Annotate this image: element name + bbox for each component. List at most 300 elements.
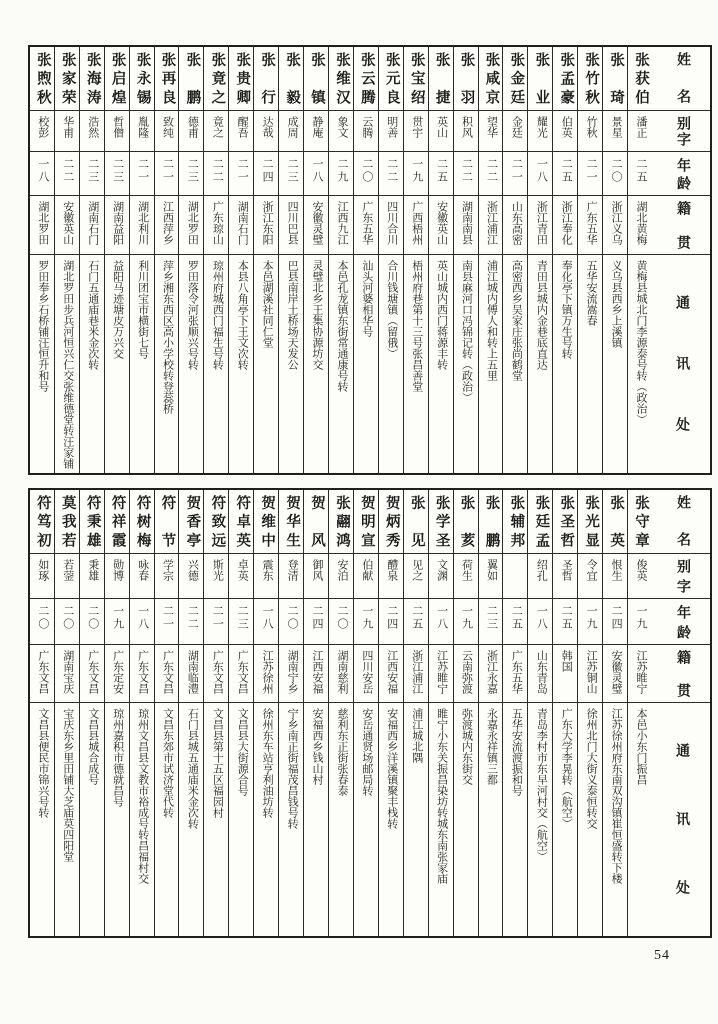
origin-cell: 湖北罗田 xyxy=(179,196,203,255)
directory-table-bottom xyxy=(28,488,712,938)
age-cell: 二三 xyxy=(80,152,104,196)
zi-cell: 兴德 xyxy=(179,554,203,599)
name-cell: 张鹏 xyxy=(479,490,503,554)
zi-cell: 华甫 xyxy=(55,111,79,152)
name-cell: 符秉雄 xyxy=(80,490,104,554)
zi-cell: 胤隆 xyxy=(130,111,154,152)
origin-cell: 湖南慈利 xyxy=(329,645,353,703)
person-column xyxy=(79,490,104,936)
person-column xyxy=(203,490,228,936)
origin-cell: 湖北罗田 xyxy=(30,196,54,255)
person-column xyxy=(478,490,503,936)
person-column xyxy=(627,47,652,473)
person-column xyxy=(577,47,602,473)
person-column xyxy=(303,47,328,473)
age-cell: 二二 xyxy=(379,152,403,196)
age-cell: 二五 xyxy=(553,599,577,645)
origin-cell: 四川合川 xyxy=(379,196,403,255)
addr-cell: 黄梅县城北门李源泰号转（政治） xyxy=(635,260,647,425)
age-cell: 二〇 xyxy=(279,599,303,645)
zi-cell: 积风 xyxy=(454,111,478,152)
origin-cell: 江西安福 xyxy=(304,645,328,703)
name-cell: 张再良 xyxy=(155,47,179,111)
zi-cell: 绍孔 xyxy=(528,554,552,599)
person-column xyxy=(328,490,353,936)
name-cell: 张行 xyxy=(254,47,278,111)
person-column xyxy=(203,47,228,473)
addr-cell: 湖北罗田步兵河恒兴仁交张维德堂转汪家铺 xyxy=(61,260,74,469)
name-cell: 贺炳秀 xyxy=(379,490,403,554)
zi-cell: 学宗 xyxy=(155,554,179,599)
addr-cell: 石门五通庙巷米金次转 xyxy=(86,260,99,370)
zi-cell: 圣哲 xyxy=(553,554,577,599)
addr-cell: 青岛李村市东早河村交（航空） xyxy=(535,708,548,862)
addr-cell: 安福西乡钱山村 xyxy=(311,708,324,785)
origin-cell: 江苏睢宁 xyxy=(628,645,652,703)
addr-cell: 慈利东正街张春泰 xyxy=(335,708,348,796)
name-cell: 张毅 xyxy=(279,47,303,111)
name-cell: 张荄 xyxy=(454,490,478,554)
zi-cell: 醴泉 xyxy=(379,554,403,599)
person-column xyxy=(303,490,328,936)
header-zi-label: 别字 xyxy=(652,554,710,599)
age-cell: 一八 xyxy=(254,599,278,645)
header-zi-label: 别字 xyxy=(652,111,710,152)
origin-cell: 云南弥渡 xyxy=(454,645,478,703)
origin-cell: 山东青岛 xyxy=(528,645,552,703)
zi-cell: 若蓥 xyxy=(55,554,79,599)
origin-cell: 湖南宝庆 xyxy=(55,645,79,703)
person-column xyxy=(129,490,154,936)
person-column xyxy=(30,47,54,473)
age-cell: 二三 xyxy=(179,152,203,196)
zi-cell: 耀光 xyxy=(528,111,552,152)
zi-cell: 震东 xyxy=(254,554,278,599)
age-cell: 一九 xyxy=(578,599,602,645)
age-cell: 二一 xyxy=(503,152,527,196)
addr-cell: 合川钱塘镇（留俄） xyxy=(385,260,398,359)
person-column xyxy=(178,47,203,473)
age-cell: 二三 xyxy=(479,599,503,645)
zi-cell: 致纯 xyxy=(155,111,179,152)
age-cell: 二五 xyxy=(553,152,577,196)
addr-cell: 青田县城内金巷底直达 xyxy=(535,260,548,370)
person-column xyxy=(353,490,378,936)
addr-cell: 巴县南岸土桥场天发公 xyxy=(286,260,299,370)
addr-cell: 义乌县西乡上溪镇 xyxy=(610,260,623,348)
zi-cell: 明善 xyxy=(379,111,403,152)
addr-cell: 五华安流渡振和号 xyxy=(510,708,523,796)
addr-cell: 徐州北门大街义泰恒转交 xyxy=(585,708,598,829)
name-cell: 张煦秋 xyxy=(30,47,54,111)
age-cell: 二四 xyxy=(603,599,627,645)
addr-cell: 琼州府城西门福生号转 xyxy=(211,260,224,370)
person-column xyxy=(602,47,627,473)
zi-cell: 校彭 xyxy=(30,111,54,152)
name-cell: 张辅邦 xyxy=(503,490,527,554)
age-cell: 二一 xyxy=(130,152,154,196)
addr-cell: 江苏徐州府东南双沟镇崔恒盛转下楼 xyxy=(610,708,623,884)
origin-cell: 安徽英山 xyxy=(55,196,79,255)
origin-cell: 湖北利川 xyxy=(130,196,154,255)
age-cell: 二三 xyxy=(105,152,129,196)
person-column xyxy=(527,47,552,473)
person-column xyxy=(378,490,403,936)
addr-cell: 文昌县大街源合号 xyxy=(236,708,249,796)
person-column xyxy=(577,490,602,936)
origin-cell: 广东文昌 xyxy=(229,645,253,703)
addr-cell: 文昌县城合成号 xyxy=(86,708,99,785)
name-cell: 张金廷 xyxy=(503,47,527,111)
origin-cell: 广东定安 xyxy=(105,645,129,703)
age-cell: 二五 xyxy=(628,152,652,196)
age-cell: 二三 xyxy=(229,599,253,645)
zi-cell: 如琢 xyxy=(30,554,54,599)
name-cell: 张鹏 xyxy=(179,47,203,111)
header-column xyxy=(652,47,710,473)
age-cell: 二四 xyxy=(304,599,328,645)
origin-cell: 湖南临澧 xyxy=(179,645,203,703)
origin-cell: 广东文昌 xyxy=(30,645,54,703)
age-cell: 二二 xyxy=(55,152,79,196)
person-column xyxy=(378,47,403,473)
age-cell: 二〇 xyxy=(329,599,353,645)
name-cell: 张捷 xyxy=(429,47,453,111)
header-address-label: 通讯处 xyxy=(674,295,689,433)
name-cell: 张家荣 xyxy=(55,47,79,111)
name-cell: 贺华生 xyxy=(279,490,303,554)
age-cell: 一八 xyxy=(528,599,552,645)
person-column xyxy=(453,47,478,473)
age-cell: 二四 xyxy=(254,152,278,196)
age-cell: 二〇 xyxy=(603,152,627,196)
addr-cell: 安岳通贤场邮局转 xyxy=(360,708,373,796)
name-cell: 符祥霞 xyxy=(105,490,129,554)
age-cell: 二〇 xyxy=(55,599,79,645)
name-cell: 贺维中 xyxy=(254,490,278,554)
person-column xyxy=(602,490,627,936)
age-cell: 二〇 xyxy=(80,599,104,645)
header-origin-label: 籍贯 xyxy=(652,645,710,703)
zi-cell xyxy=(503,554,527,599)
age-cell: 二九 xyxy=(329,152,353,196)
addr-cell: 灵璧北乡王集协源坊交 xyxy=(311,260,324,370)
zi-cell: 斯光 xyxy=(204,554,228,599)
origin-cell: 浙江青田 xyxy=(528,196,552,255)
age-cell: 二二 xyxy=(454,152,478,196)
name-cell: 张竹秋 xyxy=(578,47,602,111)
origin-cell: 湖南石门 xyxy=(229,196,253,255)
name-cell: 张光显 xyxy=(578,490,602,554)
person-column xyxy=(403,490,428,936)
zi-cell: 安泊 xyxy=(329,554,353,599)
zi-cell: 金廷 xyxy=(503,111,527,152)
age-cell: 二五 xyxy=(429,152,453,196)
name-cell: 贺明宣 xyxy=(354,490,378,554)
name-cell: 张获伯 xyxy=(628,47,652,111)
zi-cell: 象文 xyxy=(329,111,353,152)
origin-cell: 湖南宁乡 xyxy=(279,645,303,703)
age-cell: 一九 xyxy=(404,152,428,196)
person-column xyxy=(104,47,129,473)
person-column xyxy=(228,490,253,936)
person-column xyxy=(30,490,54,936)
age-cell: 一八 xyxy=(429,599,453,645)
origin-cell: 广东文昌 xyxy=(204,645,228,703)
addr-cell: 英山城内西门蒋源丰转 xyxy=(435,260,448,370)
addr-cell: 利川团宝市横街七号 xyxy=(136,260,149,359)
addr-cell: 石门县城五通庙米金次转 xyxy=(186,708,199,829)
addr-cell: 益阳马迹塘皮万兴交 xyxy=(111,260,124,359)
addr-cell: 萍乡湘东西区高小学校转登蕊桥 xyxy=(161,260,174,414)
zi-cell: 翼如 xyxy=(479,554,503,599)
name-cell: 贺风 xyxy=(304,490,328,554)
addr-cell: 梧州府巷第十三号张昌善堂 xyxy=(410,260,423,392)
name-cell: 张宝绍 xyxy=(404,47,428,111)
origin-cell: 江苏铜山 xyxy=(578,645,602,703)
person-column xyxy=(502,47,527,473)
age-cell: 二〇 xyxy=(354,152,378,196)
addr-cell: 浦江城北隅 xyxy=(410,708,423,763)
zi-cell: 竹秋 xyxy=(578,111,602,152)
addr-cell: 琼州嘉积市德就昌号 xyxy=(111,708,124,807)
zi-cell: 景星 xyxy=(603,111,627,152)
addr-cell: 本邑孔龙镇东街常通康号转 xyxy=(335,260,348,392)
age-cell: 一九 xyxy=(105,599,129,645)
person-column xyxy=(54,490,79,936)
zi-cell: 成周 xyxy=(279,111,303,152)
zi-cell: 静庵 xyxy=(304,111,328,152)
person-column xyxy=(129,47,154,473)
age-cell: 一八 xyxy=(528,152,552,196)
name-cell: 莫我若 xyxy=(55,490,79,554)
addr-cell: 弥渡城内东街交 xyxy=(460,708,473,785)
origin-cell: 山东高密 xyxy=(503,196,527,255)
name-cell: 张咸京 xyxy=(479,47,503,111)
zi-cell: 达哉 xyxy=(254,111,278,152)
header-column xyxy=(652,490,710,936)
age-cell: 二一 xyxy=(155,152,179,196)
addr-cell: 本邑小东门振昌 xyxy=(635,708,647,785)
addr-cell: 文昌县第十五区福园村 xyxy=(211,708,224,818)
person-column xyxy=(104,490,129,936)
origin-cell: 广东琼山 xyxy=(204,196,228,255)
zi-cell: 御风 xyxy=(304,554,328,599)
name-cell: 张见 xyxy=(404,490,428,554)
age-cell: 一八 xyxy=(30,152,54,196)
age-cell: 二〇 xyxy=(30,599,54,645)
addr-cell: 文昌东郊市试济堂代转 xyxy=(161,708,174,818)
person-column xyxy=(627,490,652,936)
name-cell: 张云腾 xyxy=(354,47,378,111)
name-cell: 张永锡 xyxy=(130,47,154,111)
age-cell: 一九 xyxy=(354,599,378,645)
zi-cell: 哲僧 xyxy=(105,111,129,152)
person-column xyxy=(178,490,203,936)
origin-cell: 四川安岳 xyxy=(354,645,378,703)
zi-cell: 荷生 xyxy=(454,554,478,599)
origin-cell: 广东五华 xyxy=(354,196,378,255)
header-origin-label: 籍贯 xyxy=(652,196,710,255)
name-cell: 张圣哲 xyxy=(553,490,577,554)
addr-cell: 睢宁小东关振昌染坊转城东南张家庙 xyxy=(435,708,448,884)
age-cell: 二一 xyxy=(229,152,253,196)
name-cell: 张学圣 xyxy=(429,490,453,554)
origin-cell: 广西梧州 xyxy=(404,196,428,255)
person-column xyxy=(278,490,303,936)
name-cell: 张海涛 xyxy=(80,47,104,111)
name-cell: 张琦 xyxy=(603,47,627,111)
name-cell: 符卓英 xyxy=(229,490,253,554)
origin-cell: 江西九江 xyxy=(329,196,353,255)
name-cell: 张孟豪 xyxy=(553,47,577,111)
origin-cell: 四川巴县 xyxy=(279,196,303,255)
zi-cell: 云腾 xyxy=(354,111,378,152)
addr-cell: 徐州东车站亨利油坊转 xyxy=(261,708,274,818)
origin-cell: 浙江永嘉 xyxy=(479,645,503,703)
zi-cell: 浩然 xyxy=(80,111,104,152)
origin-cell: 湖南石门 xyxy=(80,196,104,255)
addr-cell: 文昌县便民市锦兴号转 xyxy=(36,708,49,818)
addr-cell: 汕头河婆相华号 xyxy=(360,260,373,337)
origin-cell: 浙江东阳 xyxy=(254,196,278,255)
header-address-label: 通讯处 xyxy=(674,743,689,896)
name-cell: 张贵卿 xyxy=(229,47,253,111)
person-column xyxy=(253,490,278,936)
origin-cell: 广东文昌 xyxy=(155,645,179,703)
page-number: 54 xyxy=(654,948,670,963)
name-cell: 张元良 xyxy=(379,47,403,111)
zi-cell: 望华 xyxy=(479,111,503,152)
origin-cell: 浙江浦江 xyxy=(404,645,428,703)
addr-cell: 罗田奉乡石桥铺汪恒升和号 xyxy=(36,260,49,392)
origin-cell: 江西萍乡 xyxy=(155,196,179,255)
header-age-label: 年龄 xyxy=(652,599,710,645)
directory-table-top xyxy=(28,45,712,475)
zi-cell: 醒吾 xyxy=(229,111,253,152)
origin-cell: 湖南益阳 xyxy=(105,196,129,255)
person-column xyxy=(228,47,253,473)
origin-cell: 广东文昌 xyxy=(130,645,154,703)
name-cell: 张羽 xyxy=(454,47,478,111)
zi-cell: 见之 xyxy=(404,554,428,599)
age-cell: 二四 xyxy=(379,599,403,645)
person-column xyxy=(278,47,303,473)
addr-cell: 五华安流嵩春 xyxy=(585,260,598,326)
addr-cell: 宝庆东乡里田铺大芝庙莫四阳堂 xyxy=(61,708,74,862)
age-cell: 一八 xyxy=(304,152,328,196)
person-column xyxy=(353,47,378,473)
age-cell: 二一 xyxy=(155,599,179,645)
zi-cell: 贯宇 xyxy=(404,111,428,152)
zi-cell: 英山 xyxy=(429,111,453,152)
person-column xyxy=(428,490,453,936)
origin-cell: 江苏徐州 xyxy=(254,645,278,703)
origin-cell: 安徽灵璧 xyxy=(304,196,328,255)
name-cell: 符树梅 xyxy=(130,490,154,554)
name-cell: 符笃初 xyxy=(30,490,54,554)
age-cell: 二二 xyxy=(204,152,228,196)
origin-cell: 江苏睢宁 xyxy=(429,645,453,703)
zi-cell: 咏春 xyxy=(130,554,154,599)
age-cell: 二一 xyxy=(578,152,602,196)
addr-cell: 浦江城内傅人和转上五里 xyxy=(485,260,498,381)
name-cell: 张竟之 xyxy=(204,47,228,111)
person-column xyxy=(478,47,503,473)
age-cell: 二五 xyxy=(404,599,428,645)
zi-cell: 潘正 xyxy=(628,111,652,152)
name-cell: 符致远 xyxy=(204,490,228,554)
origin-cell: 韩国 xyxy=(553,645,577,703)
name-cell: 张廷孟 xyxy=(528,490,552,554)
age-cell: 二三 xyxy=(279,152,303,196)
origin-cell: 安徽英山 xyxy=(429,196,453,255)
person-column xyxy=(54,47,79,473)
name-cell: 符节 xyxy=(155,490,179,554)
name-cell: 张英 xyxy=(603,490,627,554)
person-column xyxy=(328,47,353,473)
origin-cell: 广东五华 xyxy=(578,196,602,255)
addr-cell: 安福西乡洋溪镇聚丰栈转 xyxy=(385,708,398,829)
zi-cell: 卓英 xyxy=(229,554,253,599)
zi-cell: 伯英 xyxy=(553,111,577,152)
person-column xyxy=(154,490,179,936)
name-cell: 张镇 xyxy=(304,47,328,111)
origin-cell: 广东五华 xyxy=(503,645,527,703)
person-column xyxy=(552,47,577,473)
age-cell: 二一 xyxy=(204,599,228,645)
origin-cell: 湖南南县 xyxy=(454,196,478,255)
header-name-label: 姓名 xyxy=(652,490,710,554)
addr-cell: 永嘉永祥镇三都 xyxy=(485,708,498,785)
addr-cell: 南县麻河口冯锦记转（政治） xyxy=(460,260,473,403)
name-cell: 张守章 xyxy=(628,490,652,554)
addr-cell: 宁乡南正街福茂昌钱号转 xyxy=(286,708,299,829)
addr-cell: 琼州文昌县文教市裕成号转昌福村交 xyxy=(136,708,149,884)
zi-cell: 恨生 xyxy=(603,554,627,599)
addr-cell: 高密西乡吴家庄张尚鹤堂 xyxy=(510,260,523,381)
zi-cell: 伯献 xyxy=(354,554,378,599)
zi-cell: 竟之 xyxy=(204,111,228,152)
name-cell: 张启煌 xyxy=(105,47,129,111)
person-column xyxy=(527,490,552,936)
person-column xyxy=(428,47,453,473)
zi-cell: 文渊 xyxy=(429,554,453,599)
zi-cell: 德甫 xyxy=(179,111,203,152)
origin-cell: 江西安福 xyxy=(379,645,403,703)
header-name-label: 姓名 xyxy=(652,47,710,111)
addr-cell: 罗田落令河张顺兴号转 xyxy=(186,260,199,370)
zi-cell: 俊英 xyxy=(628,554,652,599)
header-age-label: 年龄 xyxy=(652,152,710,196)
person-column xyxy=(154,47,179,473)
addr-cell: 广东大学李晃转（航空） xyxy=(560,708,573,829)
person-column xyxy=(253,47,278,473)
addr-cell: 本县八角亭下王文次转 xyxy=(236,260,249,370)
origin-cell: 湖北黄梅 xyxy=(628,196,652,255)
zi-cell: 登清 xyxy=(279,554,303,599)
name-cell: 张维汉 xyxy=(329,47,353,111)
zi-cell: 令宜 xyxy=(578,554,602,599)
age-cell: 二二 xyxy=(479,152,503,196)
name-cell: 张翮鸿 xyxy=(329,490,353,554)
origin-cell: 浙江义乌 xyxy=(603,196,627,255)
zi-cell: 秉雄 xyxy=(80,554,104,599)
person-column xyxy=(403,47,428,473)
addr-cell: 奉化亭下镇万生号转 xyxy=(560,260,573,359)
age-cell: 二二 xyxy=(179,599,203,645)
age-cell: 一九 xyxy=(628,599,652,645)
